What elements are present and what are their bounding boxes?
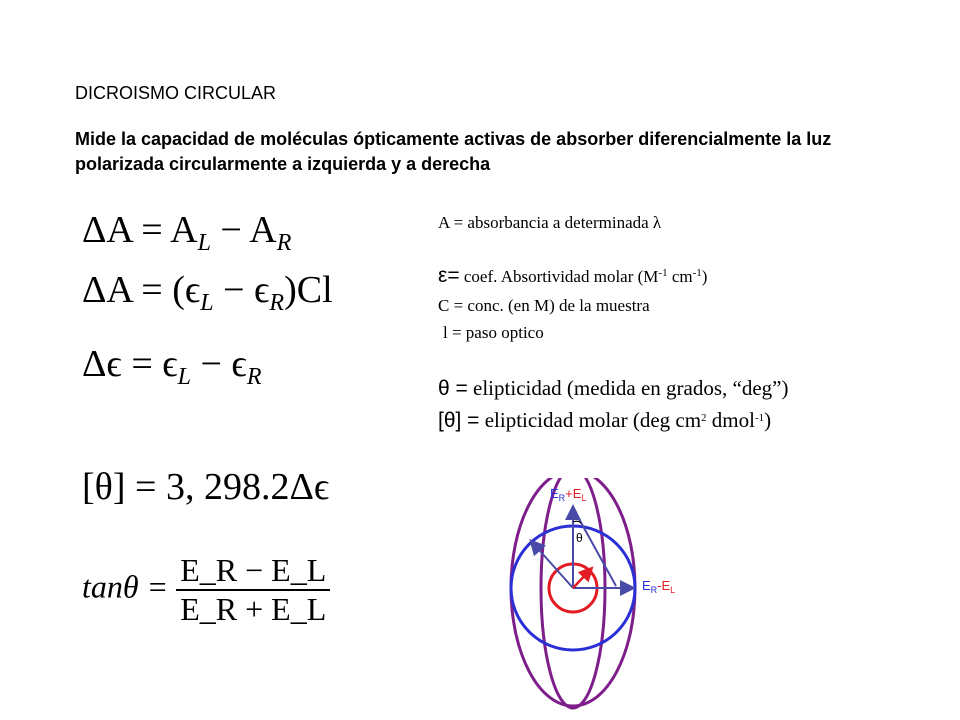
eq-tan-lhs: tanθ =	[82, 568, 177, 605]
def-epsilon	[438, 264, 707, 288]
def-text: elipticidad (medida en grados, “deg”)	[467, 376, 789, 400]
equation-beer	[82, 268, 333, 317]
def-text: coef. Absortividad molar (M	[459, 267, 659, 286]
eq-sub: L	[177, 364, 191, 390]
eq-sub: L	[197, 230, 211, 256]
polarization-diagram	[490, 478, 710, 710]
label-er-plus-el	[550, 486, 586, 503]
def-text: cm	[667, 267, 693, 286]
def-ellipticity	[438, 376, 788, 401]
red-vector	[573, 570, 590, 588]
def-path-length: l = paso optico	[443, 323, 544, 342]
def-sup: 2	[701, 412, 707, 424]
eq-part: ΔA = (ϵ	[82, 269, 201, 311]
label-sub: R	[558, 493, 566, 503]
label-part: -E	[657, 578, 671, 593]
eq-denominator: E_R + E_L	[180, 591, 327, 627]
label-theta: θ	[576, 531, 583, 545]
description: Mide la capacidad de moléculas ópticamente activas de absorber diferencialmente la luz polarizada circularmente a izquierda y a derecha	[75, 129, 832, 174]
def-text: dmol	[706, 408, 755, 432]
def-text: )	[764, 408, 772, 432]
def-sup: -1	[692, 267, 702, 279]
equation-tan-theta	[82, 552, 330, 628]
def-text: )	[701, 267, 708, 286]
label-sub: L	[670, 585, 676, 595]
def-molar-ellipticity	[438, 408, 771, 433]
eq-part: ΔA = A	[82, 209, 198, 251]
def-absorbance: A = absorbancia a determinada λ	[438, 213, 662, 232]
equation-delta-epsilon	[82, 342, 261, 391]
label-sub: R	[650, 585, 658, 595]
theta-arc	[573, 521, 581, 523]
label-part: E	[550, 486, 559, 501]
eq-sub: R	[276, 230, 292, 256]
label-sub: L	[581, 493, 587, 503]
def-symbol: [θ] =	[438, 409, 480, 432]
eq-numerator: E_R − E_L	[180, 552, 327, 588]
eq-part: Δϵ = ϵ	[82, 343, 178, 385]
page-title: DICROISMO CIRCULAR	[75, 83, 277, 103]
def-concentration: C = conc. (en M) de la muestra	[438, 296, 650, 315]
equation-molar-ellipticity: [θ] = 3, 298.2Δϵ	[82, 466, 330, 508]
label-er-minus-el	[642, 578, 675, 595]
label-part: +E	[565, 486, 582, 501]
equation-delta-a	[82, 208, 291, 257]
eq-part: − A	[210, 209, 277, 251]
def-symbol: θ =	[438, 377, 468, 400]
eq-sub: R	[246, 364, 262, 390]
def-sup: -1	[658, 267, 668, 279]
eq-sub: R	[269, 290, 285, 316]
eq-fraction	[176, 552, 330, 628]
eq-sub: L	[200, 290, 214, 316]
def-sup: -1	[754, 412, 765, 424]
eq-part: − ϵ	[213, 269, 270, 311]
eq-part: − ϵ	[191, 343, 247, 385]
label-part: E	[642, 578, 651, 593]
eq-part: )Cl	[284, 269, 333, 311]
def-symbol: ε=	[438, 264, 460, 287]
def-text: elipticidad molar (deg cm	[479, 408, 702, 432]
